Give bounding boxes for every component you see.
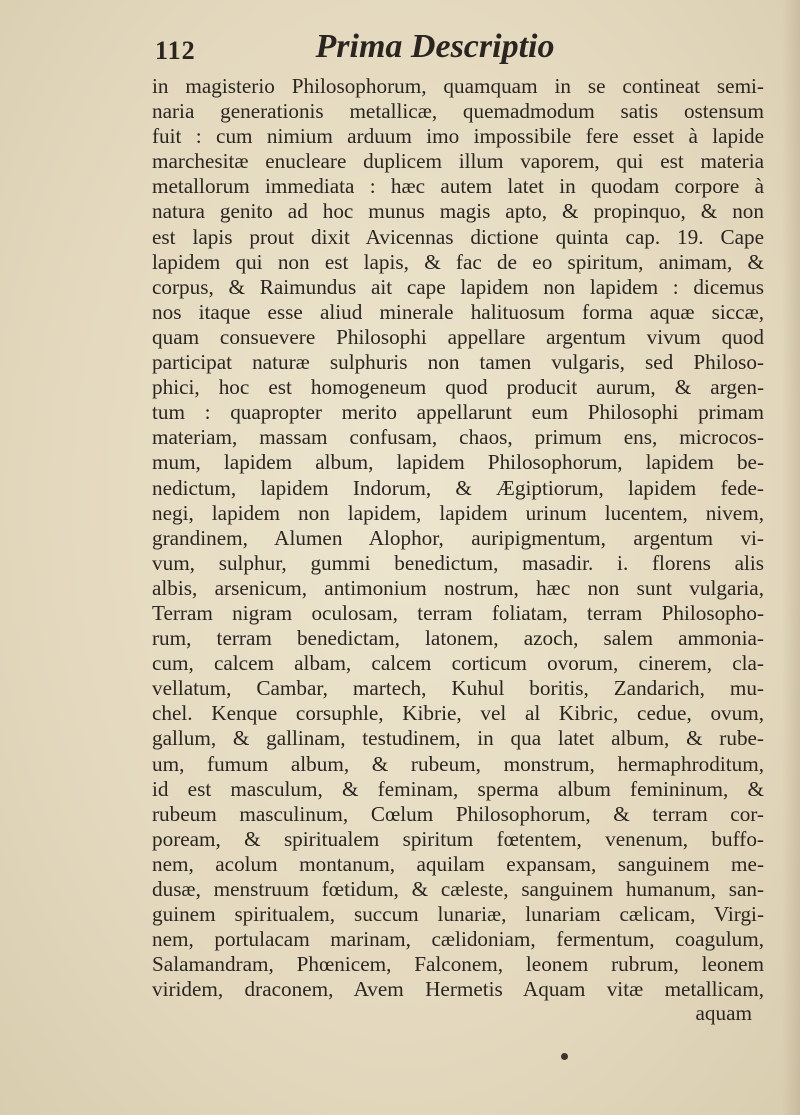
text-line: um, fumum album, & rubeum, monstrum, hermaphroditum, — [152, 751, 764, 776]
text-line: quam consuevere Philosophi appellare argentum vivum quod — [152, 324, 764, 349]
text-line: participat naturæ sulphuris non tamen vulgaris, sed Philoso- — [152, 350, 764, 375]
ink-spot — [561, 1053, 568, 1060]
text-line: grandinem, Alumen Alophor, auripigmentum, argentum vi- — [152, 525, 764, 550]
text-line: Salamandram, Phœnicem, Falconem, leonem rubrum, leonem — [152, 952, 764, 977]
text-line: phici, hoc est homogeneum quod producit aurum, & argen- — [152, 375, 764, 400]
text-line: Terram nigram oculosam, terram foliatam, terram Philosopho- — [152, 600, 764, 625]
page-edge-shadow — [782, 0, 800, 1115]
text-line: negi, lapidem non lapidem, lapidem urinum lucentem, nivem, — [152, 500, 764, 525]
text-line: lapidem qui non est lapis, & fac de eo spiritum, animam, & — [152, 249, 764, 274]
running-title: Prima Descriptio — [315, 28, 555, 65]
body-text — [152, 74, 764, 1002]
text-line: nedictum, lapidem Indorum, & Ægiptiorum, lapidem fede- — [152, 475, 764, 500]
text-line: nos itaque esse aliud minerale halituosum forma aquæ siccæ, — [152, 299, 764, 324]
text-line: chel. Kenque corsuphle, Kibrie, vel al Kibric, cedue, ovum, — [152, 701, 764, 726]
text-line: fuit : cum nimium arduum imo impossibile fere esset à lapide — [152, 124, 764, 149]
text-line: in magisterio Philosophorum, quamquam in se contineat semi- — [152, 74, 764, 98]
page-header — [155, 28, 755, 68]
text-line: viridem, draconem, Avem Hermetis Aquam vitæ metallicam, — [152, 977, 764, 1002]
text-line: naria generationis metallicæ, quemadmodum satis ostensum — [152, 99, 764, 124]
text-line: nem, acolum montanum, aquilam expansam, sanguinem me- — [152, 851, 764, 876]
text-line: poream, & spiritualem spiritum fœtentem, venenum, buffo- — [152, 826, 764, 851]
catchword: aquam — [695, 1001, 752, 1025]
text-line: materiam, massam confusam, chaos, primum ens, microcos- — [152, 425, 764, 450]
text-line: vum, sulphur, gummi benedictum, masadir. i. florens alis — [152, 550, 764, 575]
text-line: corpus, & Raimundus ait cape lapidem non lapidem : dicemus — [152, 274, 764, 299]
page-number: 112 — [155, 36, 196, 65]
text-line: marchesitæ enucleare duplicem illum vaporem, qui est materia — [152, 149, 764, 174]
text-line: rum, terram benedictam, latonem, azoch, salem ammonia- — [152, 626, 764, 651]
text-line: guinem spiritualem, succum lunariæ, lunariam cælicam, Virgi- — [152, 902, 764, 927]
text-line: dusæ, menstruum fœtidum, & cæleste, sanguinem humanum, san- — [152, 877, 764, 901]
text-line: natura genito ad hoc munus magis apto, & propinquo, & non — [152, 199, 764, 224]
text-line: albis, arsenicum, antimonium nostrum, hæc non sunt vulgaria, — [152, 575, 764, 600]
text-line: cum, calcem albam, calcem corticum ovorum, cinerem, cla- — [152, 651, 764, 676]
text-line: tum : quapropter merito appellarunt eum Philosophi primam — [152, 400, 764, 425]
text-line: nem, portulacam marinam, cælidoniam, fermentum, coagulum, — [152, 927, 764, 952]
text-line: vellatum, Cambar, martech, Kuhul boritis, Zandarich, mu- — [152, 676, 764, 701]
text-line: metallorum immediata : hæc autem latet in quodam corpore à — [152, 174, 764, 199]
text-line: id est masculum, & feminam, sperma album femininum, & — [152, 776, 764, 801]
text-line: mum, lapidem album, lapidem Philosophorum, lapidem be- — [152, 450, 764, 475]
text-line: gallum, & gallinam, testudinem, in qua latet album, & rube- — [152, 726, 764, 751]
text-line: est lapis prout dixit Avicennas dictione quinta cap. 19. Cape — [152, 224, 764, 249]
text-line: rubeum masculinum, Cœlum Philosophorum, & terram cor- — [152, 801, 764, 826]
